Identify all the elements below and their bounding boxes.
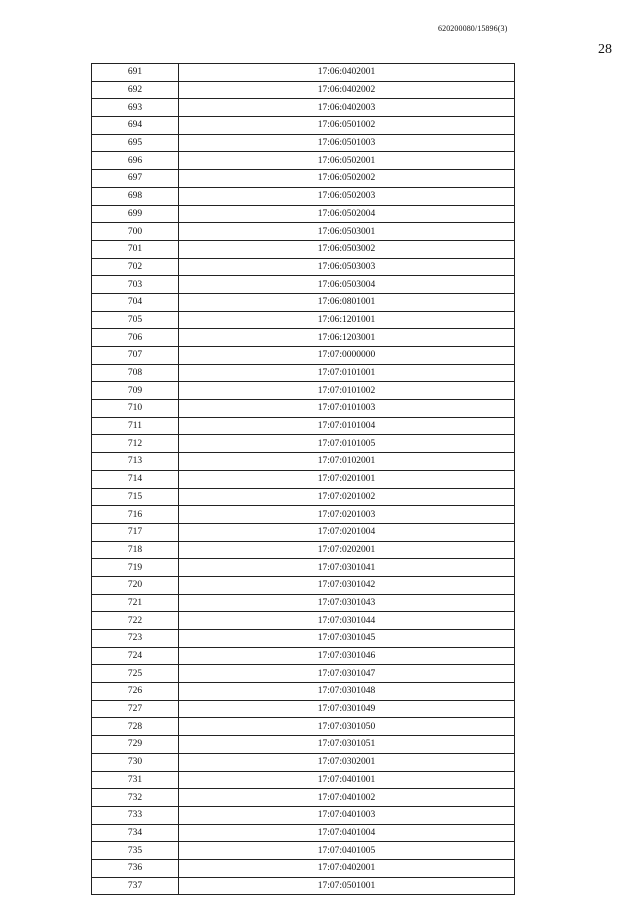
row-number-cell: 715 — [92, 488, 179, 506]
table-row — [92, 806, 515, 824]
table-row — [92, 506, 515, 524]
row-number-cell: 727 — [92, 700, 179, 718]
table-row — [92, 276, 515, 294]
row-number-cell: 696 — [92, 152, 179, 170]
cadastral-code-cell: 17:06:1203001 — [179, 329, 515, 347]
row-number-cell: 714 — [92, 470, 179, 488]
row-number-cell: 711 — [92, 417, 179, 435]
cadastral-code-cell: 17:06:0503002 — [179, 240, 515, 258]
cadastral-code-cell: 17:07:0101002 — [179, 382, 515, 400]
cadastral-code-cell: 17:07:0302001 — [179, 753, 515, 771]
table-row — [92, 258, 515, 276]
cadastral-code-cell: 17:07:0401002 — [179, 789, 515, 807]
row-number-cell: 720 — [92, 576, 179, 594]
table-row — [92, 700, 515, 718]
cadastral-code-cell: 17:06:0402001 — [179, 64, 515, 82]
row-number-cell: 734 — [92, 824, 179, 842]
cadastral-code-cell: 17:07:0401005 — [179, 842, 515, 860]
cadastral-code-cell: 17:07:0201003 — [179, 506, 515, 524]
row-number-cell: 731 — [92, 771, 179, 789]
row-number-cell: 707 — [92, 347, 179, 365]
table-row — [92, 859, 515, 877]
row-number-cell: 728 — [92, 718, 179, 736]
row-number-cell: 735 — [92, 842, 179, 860]
cadastral-code-cell: 17:07:0101004 — [179, 417, 515, 435]
table-row — [92, 453, 515, 471]
row-number-cell: 710 — [92, 400, 179, 418]
row-number-cell: 703 — [92, 276, 179, 294]
cadastral-code-cell: 17:07:0301045 — [179, 630, 515, 648]
cadastral-code-cell: 17:07:0101001 — [179, 364, 515, 382]
table-row — [92, 152, 515, 170]
cadastral-code-cell: 17:06:0502002 — [179, 170, 515, 188]
table-row — [92, 240, 515, 258]
table-row — [92, 347, 515, 365]
table-row — [92, 311, 515, 329]
table-row — [92, 382, 515, 400]
cadastral-code-cell: 17:06:0801001 — [179, 293, 515, 311]
row-number-cell: 729 — [92, 736, 179, 754]
row-number-cell: 692 — [92, 81, 179, 99]
row-number-cell: 733 — [92, 806, 179, 824]
table-row — [92, 293, 515, 311]
row-number-cell: 737 — [92, 877, 179, 895]
table-row — [92, 64, 515, 82]
row-number-cell: 709 — [92, 382, 179, 400]
table-row — [92, 99, 515, 117]
table-row — [92, 630, 515, 648]
table-row — [92, 329, 515, 347]
table-body — [92, 64, 515, 895]
row-number-cell: 721 — [92, 594, 179, 612]
cadastral-code-cell: 17:07:0301042 — [179, 576, 515, 594]
cadastral-code-cell: 17:07:0301043 — [179, 594, 515, 612]
row-number-cell: 718 — [92, 541, 179, 559]
table-row — [92, 771, 515, 789]
cadastral-code-cell: 17:07:0402001 — [179, 859, 515, 877]
row-number-cell: 717 — [92, 523, 179, 541]
document-id: 620200080/15896(3) — [438, 24, 508, 33]
row-number-cell: 725 — [92, 665, 179, 683]
table-row — [92, 665, 515, 683]
cadastral-table — [91, 63, 515, 895]
row-number-cell: 694 — [92, 117, 179, 135]
cadastral-code-cell: 17:07:0000000 — [179, 347, 515, 365]
cadastral-code-cell: 17:07:0401001 — [179, 771, 515, 789]
cadastral-code-cell: 17:07:0201002 — [179, 488, 515, 506]
row-number-cell: 691 — [92, 64, 179, 82]
cadastral-code-cell: 17:07:0201001 — [179, 470, 515, 488]
cadastral-code-cell: 17:06:1201001 — [179, 311, 515, 329]
cadastral-code-cell: 17:07:0401003 — [179, 806, 515, 824]
row-number-cell: 722 — [92, 612, 179, 630]
row-number-cell: 732 — [92, 789, 179, 807]
table-row — [92, 364, 515, 382]
cadastral-code-cell: 17:07:0301049 — [179, 700, 515, 718]
row-number-cell: 723 — [92, 630, 179, 648]
page-number: 28 — [598, 42, 612, 57]
cadastral-code-cell: 17:07:0301046 — [179, 647, 515, 665]
table-row — [92, 753, 515, 771]
cadastral-code-cell: 17:06:0402003 — [179, 99, 515, 117]
table-row — [92, 134, 515, 152]
row-number-cell: 713 — [92, 453, 179, 471]
cadastral-code-cell: 17:06:0402002 — [179, 81, 515, 99]
cadastral-code-cell: 17:07:0301044 — [179, 612, 515, 630]
table-row — [92, 435, 515, 453]
cadastral-code-cell: 17:06:0501002 — [179, 117, 515, 135]
table-row — [92, 594, 515, 612]
table-row — [92, 647, 515, 665]
row-number-cell: 700 — [92, 223, 179, 241]
cadastral-code-cell: 17:06:0503001 — [179, 223, 515, 241]
cadastral-code-cell: 17:07:0101005 — [179, 435, 515, 453]
table-row — [92, 736, 515, 754]
cadastral-code-cell: 17:07:0301051 — [179, 736, 515, 754]
table-row — [92, 170, 515, 188]
table-row — [92, 824, 515, 842]
table-row — [92, 541, 515, 559]
table-row — [92, 789, 515, 807]
row-number-cell: 730 — [92, 753, 179, 771]
cadastral-code-cell: 17:07:0301048 — [179, 683, 515, 701]
row-number-cell: 697 — [92, 170, 179, 188]
cadastral-code-cell: 17:07:0102001 — [179, 453, 515, 471]
cadastral-code-cell: 17:06:0502001 — [179, 152, 515, 170]
cadastral-code-cell: 17:07:0501001 — [179, 877, 515, 895]
cadastral-code-cell: 17:07:0301050 — [179, 718, 515, 736]
row-number-cell: 719 — [92, 559, 179, 577]
table-row — [92, 559, 515, 577]
cadastral-code-cell: 17:06:0503003 — [179, 258, 515, 276]
table-row — [92, 187, 515, 205]
cadastral-code-cell: 17:06:0501003 — [179, 134, 515, 152]
row-number-cell: 699 — [92, 205, 179, 223]
row-number-cell: 706 — [92, 329, 179, 347]
cadastral-code-cell: 17:07:0201004 — [179, 523, 515, 541]
table-row — [92, 400, 515, 418]
table-row — [92, 488, 515, 506]
table-row — [92, 683, 515, 701]
table-row — [92, 205, 515, 223]
cadastral-code-cell: 17:07:0202001 — [179, 541, 515, 559]
row-number-cell: 724 — [92, 647, 179, 665]
row-number-cell: 702 — [92, 258, 179, 276]
cadastral-code-cell: 17:06:0502003 — [179, 187, 515, 205]
row-number-cell: 705 — [92, 311, 179, 329]
row-number-cell: 736 — [92, 859, 179, 877]
table-row — [92, 223, 515, 241]
table-row — [92, 718, 515, 736]
cadastral-code-cell: 17:07:0101003 — [179, 400, 515, 418]
table-row — [92, 417, 515, 435]
cadastral-code-cell: 17:06:0503004 — [179, 276, 515, 294]
row-number-cell: 704 — [92, 293, 179, 311]
row-number-cell: 693 — [92, 99, 179, 117]
row-number-cell: 698 — [92, 187, 179, 205]
table-row — [92, 877, 515, 895]
cadastral-code-cell: 17:07:0401004 — [179, 824, 515, 842]
table-row — [92, 81, 515, 99]
table-row — [92, 612, 515, 630]
table-row — [92, 576, 515, 594]
row-number-cell: 726 — [92, 683, 179, 701]
row-number-cell: 708 — [92, 364, 179, 382]
table-row — [92, 523, 515, 541]
table-row — [92, 842, 515, 860]
cadastral-code-cell: 17:07:0301047 — [179, 665, 515, 683]
table-row — [92, 470, 515, 488]
cadastral-code-cell: 17:06:0502004 — [179, 205, 515, 223]
row-number-cell: 712 — [92, 435, 179, 453]
table-row — [92, 117, 515, 135]
row-number-cell: 716 — [92, 506, 179, 524]
row-number-cell: 695 — [92, 134, 179, 152]
cadastral-code-cell: 17:07:0301041 — [179, 559, 515, 577]
row-number-cell: 701 — [92, 240, 179, 258]
